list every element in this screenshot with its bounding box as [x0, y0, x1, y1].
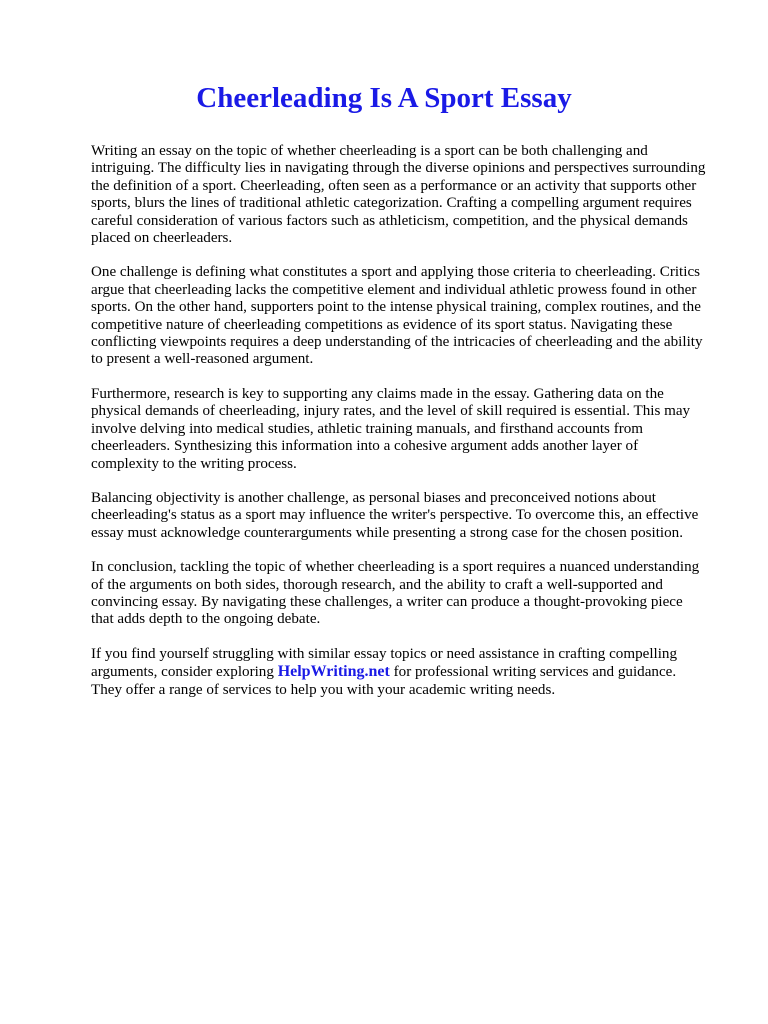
- paragraph-closing: [91, 646, 724, 699]
- document-body: [91, 143, 724, 699]
- paragraph-intro: Writing an essay on the topic of whether cheerleading is a sport can be both challenging and intriguing. The difficulty lies in navigating through the diverse opinions and perspectives surrounding the definition of a sport. Cheerleading, often seen as a performance or an activity that supports other sports, blurs the lines of traditional athletic categorization. Crafting a compelling argument requires careful consideration of various factors such as athleticism, competition, and the physical demands placed on cheerleaders.: [91, 143, 706, 247]
- document-title: Cheerleading Is A Sport Essay: [196, 82, 572, 114]
- closing-text-before-link: If you find yourself struggling with similar essay topics or need assistance in crafting compelling arguments, consider exploring: [91, 645, 678, 681]
- paragraph-research: Furthermore, research is key to supporting any claims made in the essay. Gathering data on the physical demands of cheerleading, injury rates, and the level of skill required is essential. This may involve delving into medical studies, athletic training manuals, and firsthand accounts from cheerleaders. Synthesizing this information into a cohesive argument adds another layer of complexity to the writing process.: [91, 385, 691, 472]
- closing-text-after-link: for professional writing services and guidance. They offer a range of services to help you with your academic writing needs.: [91, 664, 677, 698]
- paragraph-definition-challenge: One challenge is defining what constitutes a sport and applying those criteria to cheerleading. Critics argue that cheerleading lacks the competitive element and individual athletic prowess found in other sports. On the other hand, supporters point to the intense physical training, complex routines, and the competitive nature of cheerleading competitions as evidence of its sport status. Navigating these conflicting viewpoints requires a deep understanding of the intricacies of cheerleading and the ability to present a well-reasoned argument.: [91, 264, 703, 368]
- helpwriting-link[interactable]: HelpWriting.net: [277, 663, 390, 681]
- paragraph-objectivity: Balancing objectivity is another challenge, as personal biases and preconceived notions about cheerleading's status as a sport may influence the writer's perspective. To overcome this, an effective essay must acknowledge counterarguments while presenting a strong case for the chosen position.: [91, 489, 699, 541]
- paragraph-conclusion: In conclusion, tackling the topic of whether cheerleading is a sport requires a nuanced understanding of the arguments on both sides, thorough research, and the ability to craft a well-supported and convincing essay. By navigating these challenges, a writer can produce a thought-provoking piece that adds depth to the ongoing debate.: [91, 559, 700, 628]
